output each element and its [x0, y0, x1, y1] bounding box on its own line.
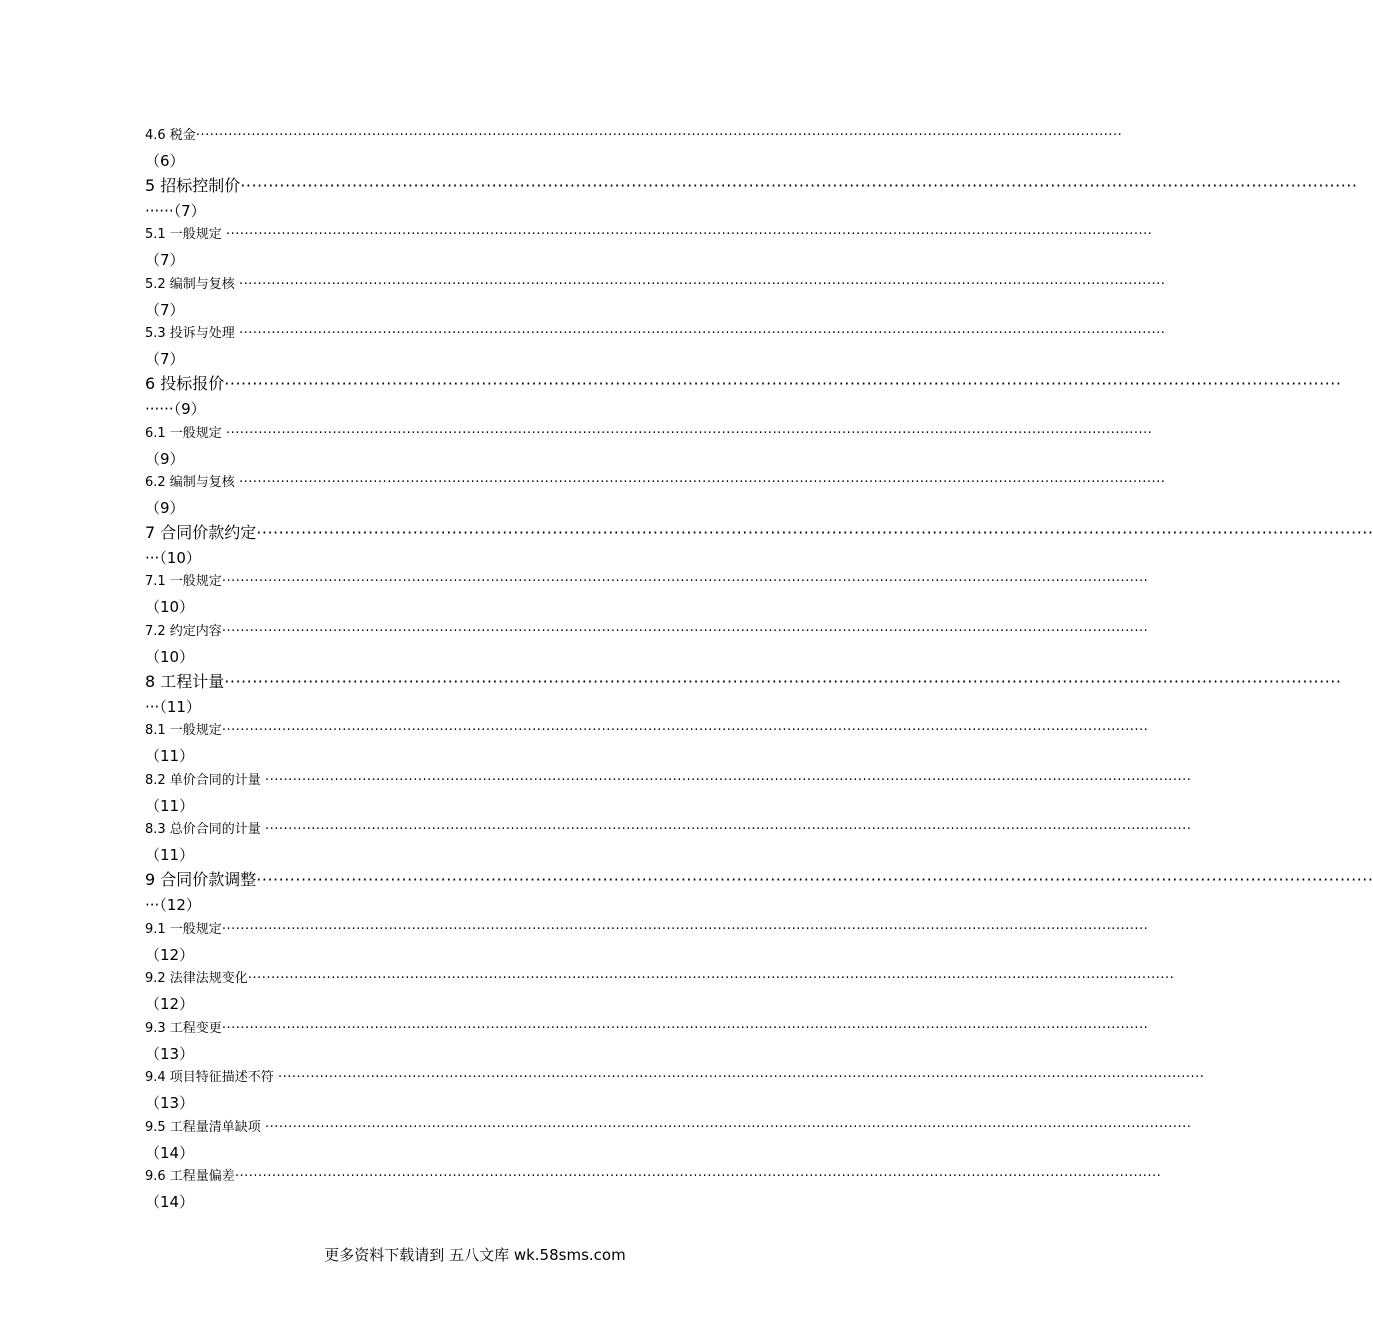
toc-entry[interactable]: [145, 918, 1149, 968]
dot-leader: ········································································································································································································: [277, 1070, 1205, 1086]
toc-entry[interactable]: [145, 521, 1373, 571]
toc-entry-page: （7）: [145, 350, 185, 369]
dot-leader: ········································································································································································································: [224, 373, 1342, 393]
toc-entry-title: 7.2 约定内容: [145, 623, 222, 639]
toc-entry[interactable]: [145, 769, 1192, 819]
toc-entry-page: （10）: [145, 647, 195, 666]
toc-entry[interactable]: [145, 124, 1123, 174]
toc-entry[interactable]: [145, 818, 1192, 868]
toc-entry-page: （13）: [145, 1044, 195, 1063]
dot-leader-continued: ······: [145, 201, 174, 220]
dot-leader: ········································································································································································································: [238, 326, 1166, 342]
toc-entry-page: （14）: [145, 1143, 195, 1162]
toc-entry-title: 5.1 一般规定: [145, 227, 226, 243]
dot-leader: ········································································································································································································: [264, 1119, 1192, 1135]
toc-entry-title: 5.2 编制与复核: [145, 276, 239, 292]
dot-leader: ········································································································································································································: [224, 671, 1342, 691]
toc-entry-page: （6）: [145, 152, 185, 170]
dot-leader: ········································································································································································································: [221, 1020, 1149, 1036]
toc-entry[interactable]: [145, 223, 1153, 273]
dot-leader: ········································································································································································································: [264, 772, 1192, 788]
dot-leader: ········································································································································································································: [247, 971, 1175, 987]
toc-entry-page: （12）: [145, 995, 195, 1014]
toc-entry-title: 5 招标控制价: [145, 175, 241, 195]
toc-entry[interactable]: [145, 1165, 1162, 1215]
dot-leader: ········································································································································································································: [240, 175, 1358, 195]
toc-entry-title: 9.4 项目特征描述不符: [145, 1070, 278, 1086]
dot-leader: ········································································································································································································: [256, 869, 1373, 889]
toc-entry-page: （12）: [159, 895, 201, 914]
dot-leader: ········································································································································································································: [238, 475, 1166, 491]
toc-entry[interactable]: [145, 1017, 1149, 1067]
toc-entry[interactable]: [145, 967, 1175, 1017]
toc-entry-page: （7）: [145, 251, 185, 270]
toc-entry[interactable]: [145, 620, 1149, 670]
toc-entry-title: 9.6 工程量偏差: [145, 1169, 235, 1185]
toc-entry-title: 9.5 工程量清单缺项: [145, 1119, 265, 1135]
toc-entry[interactable]: [145, 719, 1149, 769]
dot-leader: ········································································································································································································: [221, 723, 1149, 739]
toc-entry-page: （7）: [145, 300, 185, 319]
toc-entry[interactable]: [145, 422, 1153, 472]
toc-entry[interactable]: [145, 273, 1166, 323]
toc-entry[interactable]: [145, 1116, 1192, 1166]
toc-entry-title: 9.2 法律法规变化: [145, 971, 248, 987]
toc-entry-title: 4.6 税金: [145, 128, 196, 143]
dot-leader: ········································································································································································································: [221, 921, 1149, 937]
toc-entry-title: 6 投标报价: [145, 373, 225, 393]
toc-entry-page: （14）: [145, 1193, 195, 1212]
toc-entry-title: 8.3 总价合同的计量: [145, 822, 265, 838]
toc-entry-page: （11）: [145, 796, 195, 815]
dot-leader: ········································································································································································································: [238, 276, 1166, 292]
dot-leader: ········································································································································································································: [195, 128, 1123, 143]
toc-entry-page: （13）: [145, 1094, 195, 1113]
toc-entry-page: （11）: [145, 846, 195, 865]
toc-entry-title: 7.1 一般规定: [145, 574, 222, 590]
toc-entry-page: （9）: [173, 399, 206, 418]
toc-entry-title: 6.2 编制与复核: [145, 475, 239, 491]
footer-text: 更多资料下载请到 五八文库 wk.58sms.com: [324, 1246, 626, 1264]
toc-entry-title: 9.3 工程变更: [145, 1020, 222, 1036]
toc-entry-title: 5.3 投诉与处理: [145, 326, 239, 342]
toc-entry[interactable]: [145, 1066, 1205, 1116]
toc-entry-page: （7）: [173, 201, 206, 220]
toc-entry-title: 7 合同价款约定: [145, 522, 257, 542]
toc-entry[interactable]: [145, 868, 1373, 918]
dot-leader-continued: ···: [145, 895, 160, 914]
toc-entry-page: （10）: [145, 598, 195, 617]
toc-entry[interactable]: [145, 174, 1358, 224]
toc-entry-page: （9）: [145, 449, 185, 468]
toc-entry-title: 9.1 一般规定: [145, 921, 222, 937]
toc-entry-page: （11）: [159, 697, 201, 716]
toc-entry-title: 9 合同价款调整: [145, 869, 257, 889]
dot-leader: ········································································································································································································: [264, 822, 1192, 838]
dot-leader: ········································································································································································································: [256, 522, 1373, 542]
toc-entry-page: （12）: [145, 945, 195, 964]
dot-leader: ········································································································································································································: [225, 227, 1153, 243]
toc-entry-page: （10）: [159, 548, 201, 567]
toc-entry-title: 8.1 一般规定: [145, 723, 222, 739]
toc-entry[interactable]: [145, 471, 1166, 521]
dot-leader-continued: ···: [145, 548, 160, 567]
dot-leader-continued: ······: [145, 399, 174, 418]
table-of-contents: [145, 124, 1373, 1215]
dot-leader: ········································································································································································································: [234, 1169, 1162, 1185]
dot-leader: ········································································································································································································: [221, 623, 1149, 639]
toc-entry-page: （9）: [145, 499, 185, 518]
dot-leader: ········································································································································································································: [225, 425, 1153, 441]
toc-entry-title: 6.1 一般规定: [145, 425, 226, 441]
toc-entry-page: （11）: [145, 747, 195, 766]
dot-leader-continued: ···: [145, 697, 160, 716]
dot-leader: ········································································································································································································: [221, 574, 1149, 590]
toc-entry-title: 8 工程计量: [145, 671, 225, 691]
toc-entry[interactable]: [145, 372, 1342, 422]
toc-entry[interactable]: [145, 670, 1342, 720]
toc-entry[interactable]: [145, 322, 1166, 372]
toc-entry[interactable]: [145, 570, 1149, 620]
toc-entry-title: 8.2 单价合同的计量: [145, 772, 265, 788]
